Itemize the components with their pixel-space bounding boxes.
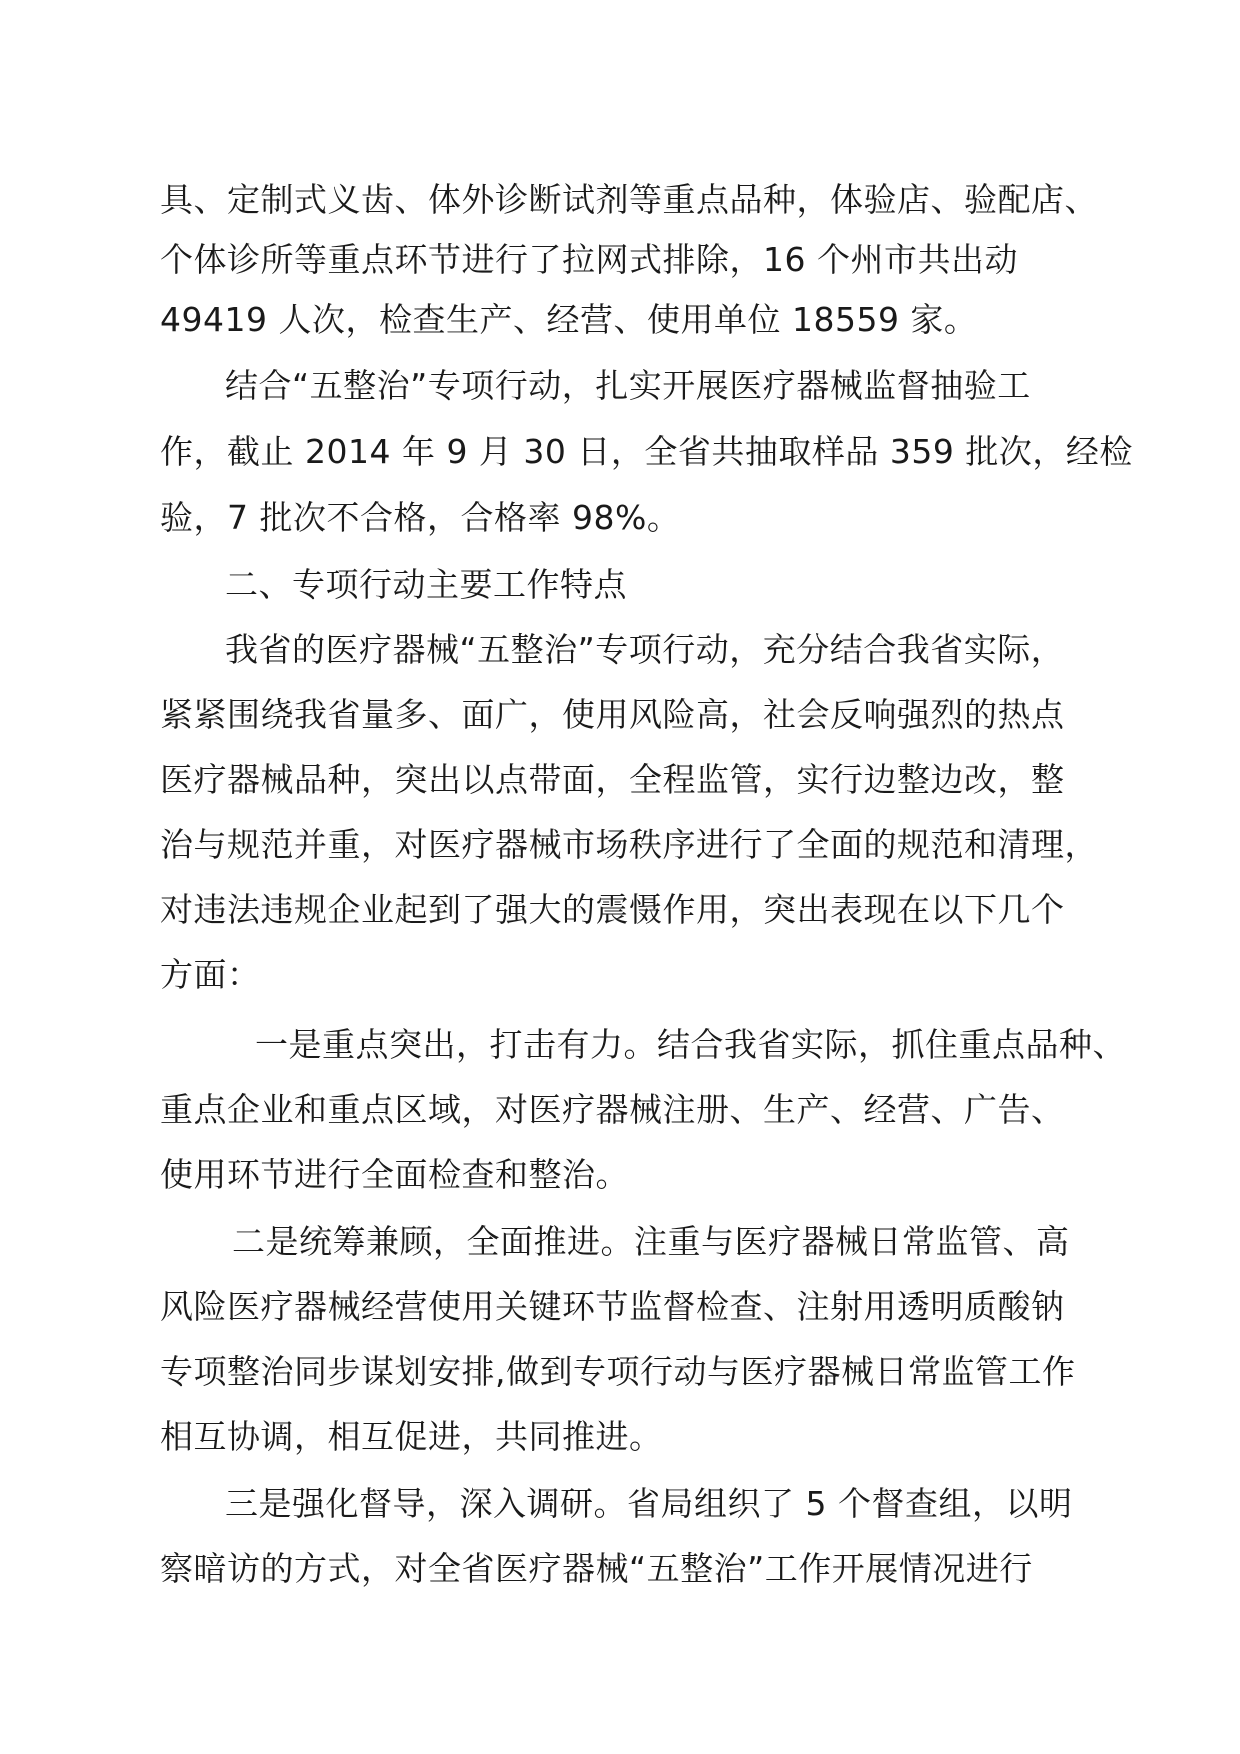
text-line: 风险医疗器械经营使用关键环节监督检查、注射用透明质酸钠	[160, 1287, 1065, 1326]
text-line: 治与规范并重，对医疗器械市场秩序进行了全面的规范和清理，	[160, 825, 1098, 864]
text-line: 具、定制式义齿、体外诊断试剂等重点品种，体验店、验配店、	[160, 180, 1098, 219]
paragraph-first-line: 二是统筹兼顾，全面推进。注重与医疗器械日常监管、高	[232, 1222, 1070, 1261]
text-line: 对违法违规企业起到了强大的震慑作用，突出表现在以下几个	[160, 890, 1065, 929]
paragraph-first-line: 三是强化督导，深入调研。省局组织了 5 个督查组，以明	[225, 1484, 1073, 1523]
text-line: 个体诊所等重点环节进行了拉网式排除，16 个州市共出动	[160, 240, 1018, 279]
text-line: 使用环节进行全面检查和整治。	[160, 1155, 629, 1194]
text-line: 验，7 批次不合格，合格率 98%。	[160, 498, 681, 537]
text-line: 医疗器械品种，突出以点带面，全程监管，实行边整边改，整	[160, 760, 1065, 799]
paragraph-first-line: 一是重点突出，打击有力。结合我省实际，抓住重点品种、	[255, 1025, 1126, 1064]
paragraph-first-line: 结合“五整治”专项行动，扎实开展医疗器械监督抽验工	[225, 366, 1031, 405]
text-line: 重点企业和重点区域，对医疗器械注册、生产、经营、广告、	[160, 1090, 1065, 1129]
text-line: 相互协调，相互促进，共同推进。	[160, 1417, 663, 1456]
text-line: 察暗访的方式，对全省医疗器械“五整治”工作开展情况进行	[160, 1549, 1033, 1588]
paragraph-first-line: 我省的医疗器械“五整治”专项行动，充分结合我省实际，	[225, 630, 1065, 669]
text-line: 49419 人次，检查生产、经营、使用单位 18559 家。	[160, 300, 978, 339]
text-line: 专项整治同步谋划安排,做到专项行动与医疗器械日常监管工作	[160, 1352, 1076, 1391]
text-line: 作，截止 2014 年 9 月 30 日，全省共抽取样品 359 批次，经检	[160, 432, 1133, 471]
text-line: 紧紧围绕我省量多、面广，使用风险高，社会反响强烈的热点	[160, 695, 1065, 734]
section-heading: 二、专项行动主要工作特点	[225, 565, 627, 604]
text-line: 方面：	[160, 955, 261, 994]
